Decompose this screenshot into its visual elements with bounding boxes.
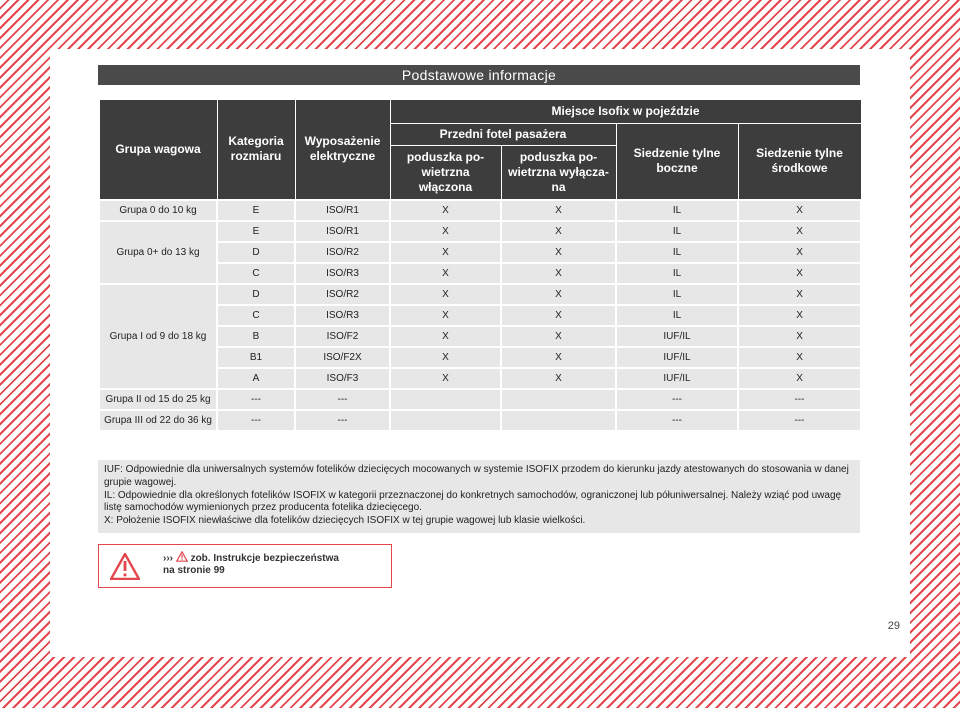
- header-weight-group: Grupa wagowa: [99, 100, 217, 200]
- table-cell: X: [390, 221, 501, 242]
- table-cell: ISO/R1: [295, 200, 390, 221]
- table-row: [99, 200, 861, 221]
- legend-notes: [98, 460, 860, 533]
- table-cell: X: [738, 284, 861, 305]
- table-cell: ISO/R2: [295, 242, 390, 263]
- warning-box: [98, 544, 392, 588]
- table-cell: X: [501, 347, 616, 368]
- header-airbag-off: poduszka po-wietrzna wyłącza-na: [501, 146, 616, 200]
- weight-group-cell: Grupa 0+ do 13 kg: [99, 221, 217, 284]
- table-cell: E: [217, 221, 295, 242]
- table-cell: ISO/R3: [295, 305, 390, 326]
- header-size-category: Kategoria rozmiaru: [217, 100, 295, 200]
- page: [50, 49, 910, 657]
- table-cell: IL: [616, 305, 738, 326]
- weight-group-cell: Grupa I od 9 do 18 kg: [99, 284, 217, 389]
- table-cell: IL: [616, 221, 738, 242]
- table-cell: X: [738, 305, 861, 326]
- table-cell: [501, 410, 616, 431]
- table-cell: X: [501, 221, 616, 242]
- table-cell: X: [501, 242, 616, 263]
- header-rear-middle: Siedzenie tylne środkowe: [738, 124, 861, 200]
- header-isofix-place: Miejsce Isofix w pojeździe: [390, 100, 861, 124]
- table-cell: X: [390, 368, 501, 389]
- table-cell: X: [738, 368, 861, 389]
- table-cell: C: [217, 263, 295, 284]
- table-cell: ---: [217, 410, 295, 431]
- table-cell: X: [390, 305, 501, 326]
- table-cell: ---: [295, 389, 390, 410]
- page-title: Podstawowe informacje: [98, 65, 860, 85]
- table-cell: ISO/F2X: [295, 347, 390, 368]
- table-cell: IL: [616, 263, 738, 284]
- table-cell: D: [217, 242, 295, 263]
- table-cell: IL: [616, 242, 738, 263]
- weight-group-cell: Grupa II od 15 do 25 kg: [99, 389, 217, 410]
- table-cell: ISO/F3: [295, 368, 390, 389]
- table-cell: A: [217, 368, 295, 389]
- table-cell: ISO/R2: [295, 284, 390, 305]
- header-rear-side: Siedzenie tylne boczne: [616, 124, 738, 200]
- table-cell: X: [738, 221, 861, 242]
- table-cell: ---: [616, 389, 738, 410]
- table-cell: X: [390, 263, 501, 284]
- table-cell: ISO/R1: [295, 221, 390, 242]
- table-cell: [501, 389, 616, 410]
- table-cell: X: [390, 347, 501, 368]
- table-cell: ---: [738, 410, 861, 431]
- note-x: X: Położenie ISOFIX niewłaściwe dla fotelików dziecięcych ISOFIX w tej grupie wagowej lub klasie wielkości.: [104, 515, 586, 527]
- table-cell: X: [738, 326, 861, 347]
- warning-line2: na stronie 99: [163, 565, 225, 576]
- table-cell: ---: [295, 410, 390, 431]
- table-row: [99, 389, 861, 410]
- table-cell: X: [738, 347, 861, 368]
- table-cell: X: [738, 263, 861, 284]
- weight-group-cell: Grupa 0 do 10 kg: [99, 200, 217, 221]
- table-cell: ---: [217, 389, 295, 410]
- table-cell: X: [501, 200, 616, 221]
- table-cell: B: [217, 326, 295, 347]
- table-cell: X: [738, 242, 861, 263]
- table-cell: X: [501, 263, 616, 284]
- table-cell: IL: [616, 200, 738, 221]
- table-cell: C: [217, 305, 295, 326]
- table-cell: X: [501, 284, 616, 305]
- warning-text[interactable]: [163, 551, 387, 577]
- warning-line1: zob. Instrukcje bezpieczeństwa: [190, 553, 339, 564]
- warning-triangle-icon: [99, 545, 151, 587]
- table-cell: X: [390, 284, 501, 305]
- table-cell: X: [390, 242, 501, 263]
- table-cell: IL: [616, 284, 738, 305]
- header-equipment: Wyposażenie elektryczne: [295, 100, 390, 200]
- table-cell: E: [217, 200, 295, 221]
- table-row: [99, 284, 861, 305]
- table-cell: X: [501, 368, 616, 389]
- table-cell: X: [738, 200, 861, 221]
- table-cell: [390, 410, 501, 431]
- arrows-icon: ›››: [163, 553, 173, 564]
- note-il: IL: Odpowiednie dla określonych fotelików ISOFIX w kategorii przeznaczonej do konkretnych samochodów, ograniczonej lub półuniwersalnej. Należy wziąć pod uwagę listę samochodów wymienionych przez producenta fotelika dziecięcego.: [104, 489, 842, 514]
- table-cell: X: [390, 200, 501, 221]
- table-cell: ---: [738, 389, 861, 410]
- header-front-seat: Przedni fotel pasażera: [390, 124, 616, 146]
- table-cell: IUF/IL: [616, 347, 738, 368]
- table-cell: IUF/IL: [616, 326, 738, 347]
- page-number: 29: [887, 620, 900, 632]
- table-cell: ISO/F2: [295, 326, 390, 347]
- table-row: [99, 410, 861, 431]
- table-cell: D: [217, 284, 295, 305]
- small-warning-icon: [176, 551, 188, 562]
- table-cell: IUF/IL: [616, 368, 738, 389]
- table-cell: X: [501, 305, 616, 326]
- table-cell: ---: [616, 410, 738, 431]
- table-cell: X: [390, 326, 501, 347]
- isofix-table: [98, 99, 862, 432]
- note-iuf: IUF: Odpowiednie dla uniwersalnych systemów fotelików dziecięcych mocowanych w systemie ISOFIX przodem do kierunku jazdy atestowanych do stosowania w danej grupie wagowej.: [104, 464, 849, 488]
- header-airbag-on: poduszka po-wietrzna włączona: [390, 146, 501, 200]
- table-cell: [390, 389, 501, 410]
- table-cell: B1: [217, 347, 295, 368]
- table-row: [99, 221, 861, 242]
- weight-group-cell: Grupa III od 22 do 36 kg: [99, 410, 217, 431]
- table-cell: ISO/R3: [295, 263, 390, 284]
- table-cell: X: [501, 326, 616, 347]
